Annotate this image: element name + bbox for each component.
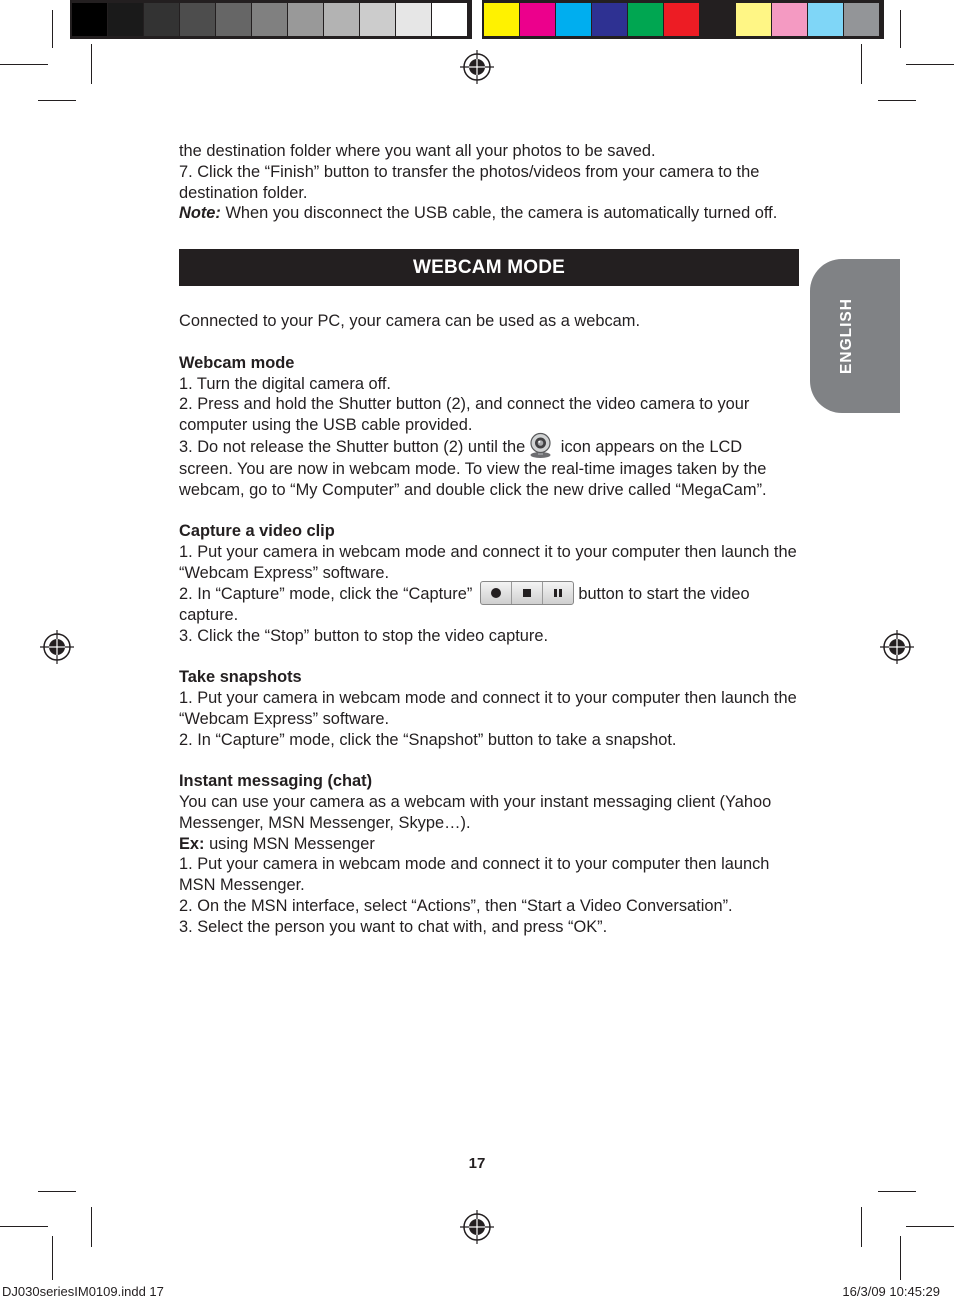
capture-step-3: 3. Click the “Stop” button to stop the video capture.	[179, 626, 548, 645]
pause-icon	[543, 582, 573, 604]
crop-mark	[900, 1236, 901, 1280]
crop-mark	[91, 44, 92, 84]
color-swatch	[252, 3, 287, 36]
capture-controls	[480, 581, 574, 605]
webcam-step-1: 1. Turn the digital camera off.	[179, 374, 391, 393]
capture-heading: Capture a video clip	[179, 522, 335, 541]
color-swatch	[484, 3, 519, 36]
webcam-step-3	[179, 436, 799, 501]
color-swatch	[736, 3, 771, 36]
color-swatch	[808, 3, 843, 36]
color-swatch	[396, 3, 431, 36]
chat-step-2: 2. On the MSN interface, select “Actions”, then “Start a Video Conversation”.	[179, 897, 733, 916]
footer-file: DJ030seriesIM0109.indd 17	[2, 1284, 164, 1299]
crop-mark	[38, 100, 76, 101]
color-swatch	[592, 3, 627, 36]
registration-mark-icon	[460, 50, 494, 84]
webcam-step-2: 2. Press and hold the Shutter button (2), and connect the video camera to your computer using the USB cable provided.	[179, 395, 750, 435]
capture-step-1: 1. Put your camera in webcam mode and connect it to your computer then launch the “Webcam Express” software.	[179, 543, 797, 582]
color-swatch	[288, 3, 323, 36]
color-swatch	[144, 3, 179, 36]
snapshots-heading: Take snapshots	[179, 668, 302, 687]
color-swatch	[360, 3, 395, 36]
crop-mark	[0, 64, 48, 65]
intro-step-7: 7. Click the “Finish” button to transfer the photos/videos from your camera to the destination folder.	[179, 162, 760, 202]
snapshots-step-1: 1. Put your camera in webcam mode and connect it to your computer then launch the “Webcam Express” software.	[179, 689, 797, 728]
language-tab-label: ENGLISH	[838, 298, 855, 374]
crop-mark	[0, 1226, 48, 1227]
crop-mark	[91, 1207, 92, 1247]
page-number: 17	[468, 1155, 486, 1172]
crop-mark	[861, 44, 862, 84]
registration-mark-icon	[40, 630, 74, 664]
chat-step-1: 1. Put your camera in webcam mode and connect it to your computer then launch MSN Messenger.	[179, 855, 770, 895]
color-swatch	[844, 3, 879, 36]
color-swatch	[432, 3, 467, 36]
registration-mark-icon	[880, 630, 914, 664]
color-swatch	[180, 3, 215, 36]
webcam-icon	[527, 432, 554, 459]
crop-mark	[38, 1191, 76, 1192]
crop-mark	[52, 1236, 53, 1280]
language-tab	[810, 259, 900, 413]
webcam-step-3-post: icon appears on the LCD screen. You are now in webcam mode. To view the real-time images taken by the webcam, go to “My Computer” and double click the new drive called “MegaCam”.	[179, 437, 767, 499]
chat-example	[179, 834, 799, 855]
chat-text: You can use your camera as a webcam with your instant messaging client (Yahoo Messenger, MSN Messenger, Skype…).	[179, 793, 772, 832]
chat-step-3: 3. Select the person you want to chat with, and press “OK”.	[179, 917, 608, 936]
color-swatch	[772, 3, 807, 36]
footer-datetime: 16/3/09 10:45:29	[842, 1284, 940, 1299]
chat-heading: Instant messaging (chat)	[179, 772, 373, 791]
color-swatch	[72, 3, 107, 36]
note-label: Note:	[179, 204, 221, 223]
color-swatch	[216, 3, 251, 36]
capture-step-2-post: button to start the video capture.	[179, 584, 750, 624]
color-swatch	[520, 3, 555, 36]
intro-line: the destination folder where you want all your photos to be saved.	[179, 142, 656, 160]
capture-step-2	[179, 584, 799, 626]
gray-color-bar	[70, 0, 472, 39]
stop-icon	[512, 582, 543, 604]
section-title-bar	[179, 249, 799, 286]
registration-mark-icon	[460, 1210, 494, 1244]
section-title: WEBCAM MODE	[412, 257, 566, 279]
crop-mark	[878, 100, 916, 101]
crop-mark	[861, 1207, 862, 1247]
crop-mark	[906, 1226, 954, 1227]
color-swatch	[664, 3, 699, 36]
example-label: Ex:	[179, 834, 205, 853]
note-text: When you disconnect the USB cable, the camera is automatically turned off.	[220, 204, 778, 223]
color-swatch	[324, 3, 359, 36]
capture-step-2-pre: 2. In “Capture” mode, click the “Capture”	[179, 584, 473, 603]
intro-note	[179, 203, 799, 224]
color-swatch	[108, 3, 143, 36]
color-swatch	[556, 3, 591, 36]
page-content	[179, 141, 799, 938]
process-color-bar	[482, 0, 884, 39]
webcam-mode-heading: Webcam mode	[179, 353, 295, 372]
crop-mark	[900, 10, 901, 48]
example-text: using MSN Messenger	[204, 834, 375, 853]
record-icon	[481, 582, 512, 604]
crop-mark	[52, 10, 53, 48]
lead-text: Connected to your PC, your camera can be used as a webcam.	[179, 312, 641, 331]
snapshots-step-2: 2. In “Capture” mode, click the “Snapshot” button to take a snapshot.	[179, 730, 677, 749]
crop-mark	[906, 64, 954, 65]
color-swatch	[628, 3, 663, 36]
color-swatch	[700, 3, 735, 36]
webcam-step-3-pre: 3. Do not release the Shutter button (2) until the	[179, 437, 526, 456]
crop-mark	[878, 1191, 916, 1192]
